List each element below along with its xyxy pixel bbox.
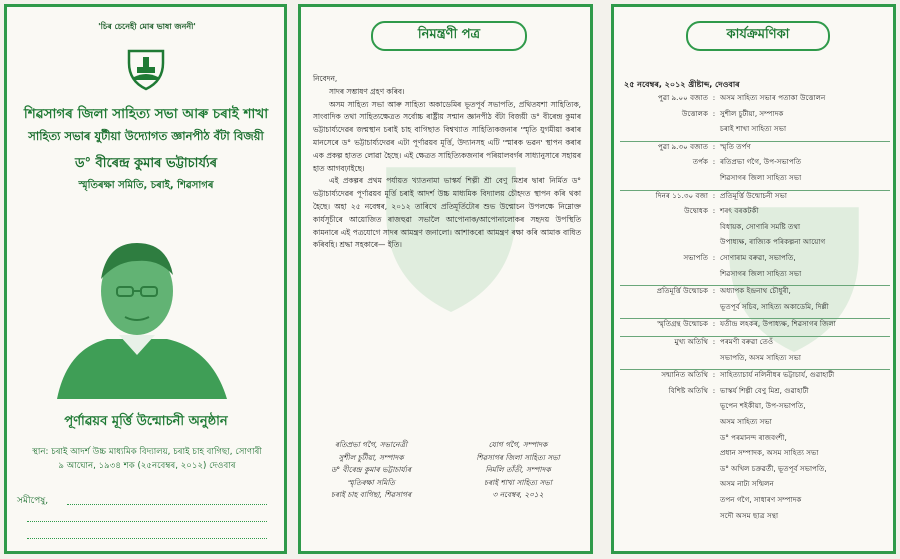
signatory-line: ৩ নবেম্বৰ, ২০১২ <box>492 490 544 499</box>
schedule-row <box>620 511 890 523</box>
programme-date: ২৫ নবেম্বৰ, ২০১২ খ্ৰীষ্টাব্দ, দেওবাৰ <box>624 80 740 89</box>
recipient-line <box>67 504 267 505</box>
signatory-line: ড° বীৰেন্দ্ৰ কুমাৰ ভট্টাচাৰ্য্যৰ <box>330 465 412 474</box>
schedule-value: ভূতপূৰ্ব সচিব, সাহিত্য অকাডেমি, দিল্লী <box>720 301 829 311</box>
date-line: ৯ আঘোন, ১৯৩৪ শক (২৫নবেম্বৰ, ২০১২) দেওবাৰ <box>58 461 236 471</box>
schedule-colon: : <box>712 141 716 151</box>
event-title: পূৰ্ণাৱয়ব মূৰ্ত্তি উন্মোচনী অনুষ্ঠান <box>64 414 228 429</box>
schedule-value: সাহিত্যাচাৰ্য নলিনীধৰ ভট্টাচাৰ্য, গুৱাহাটী <box>720 370 835 380</box>
schedule-value: অসম সাহিত্য সভা <box>720 417 772 426</box>
schedule-colon: : <box>712 385 716 395</box>
signatory-left <box>311 439 431 502</box>
schedule-value: ড° অখিল চক্ৰৱৰ্তী, ভূতপূৰ্ব সভাপতি, <box>720 463 827 473</box>
schedule-row <box>620 479 890 491</box>
schedule-value: উপাধ্যক্ষ, ৰাজ্যিক পৰিকল্পনা আয়োগ <box>720 237 826 247</box>
venue-line: স্থান: চৰাই আদৰ্শ উচ্চ মাধ্যমিক বিদ্যালয়, চৰাই চাহ বাগিছা, সোণাৰী <box>32 447 262 457</box>
recipient-line <box>27 521 267 522</box>
schedule-colon: : <box>712 370 716 380</box>
schedule-label: সভাপতি <box>683 253 708 262</box>
recipient-line <box>27 538 267 539</box>
schedule-row <box>620 93 890 105</box>
schedule-row <box>620 253 890 265</box>
honoree-name: ড° বীৰেন্দ্ৰ কুমাৰ ভট্টাচাৰ্য্যৰ <box>74 156 218 171</box>
schedule-row <box>620 206 890 218</box>
venue-info <box>15 445 279 473</box>
schedule-row <box>620 353 890 365</box>
schedule-value: শৰৎ বৰকটকী <box>720 206 759 216</box>
schedule-value: সদৌ অসম ছাত্ৰ সন্থা <box>720 510 779 520</box>
schedule-value: প্ৰধান সম্পাদক, অসম সাহিত্য সভা <box>720 448 819 458</box>
signatory-line: স্মৃতিৰক্ষা সমিতি <box>347 477 395 487</box>
schedule-value: অসম সাহিত্য সভাৰ পতাকা উত্তোলন <box>720 93 826 102</box>
schedule-colon: : <box>712 190 716 200</box>
schedule-label: উত্তোলক <box>681 108 708 118</box>
schedule-row <box>620 370 890 382</box>
schedule-value: শিৱসাগৰ জিলা সাহিত্য সভা <box>720 173 802 182</box>
schedule-row <box>620 269 890 281</box>
schedule-value: স্মৃতি তৰ্পণ <box>720 141 751 151</box>
schedule-colon: : <box>712 286 716 296</box>
programme-title: কাৰ্যক্ৰমণিকা <box>686 21 830 51</box>
schedule-row <box>620 109 890 121</box>
schedule-row <box>620 319 890 331</box>
salutation: নিবেদন, <box>313 74 338 83</box>
schedule-colon: : <box>712 157 716 167</box>
schedule-label: বিশিষ্ট অতিথি <box>668 385 708 395</box>
schedule-label: প্ৰতিমূৰ্ত্তি উন্মোচক <box>656 286 708 296</box>
schedule-row <box>620 386 890 398</box>
schedule-row <box>620 191 890 203</box>
schedule-value: বিধায়ক, সোণাৰি সমষ্টি তথা <box>720 221 801 231</box>
joint-initiative-heading: সাহিত্য সভাৰ যুটীয়া উদ্যোগত জ্ঞানপীঠ বঁটা বিজয়ী <box>28 129 264 143</box>
schedule-label: মুখ্য অতিথি <box>674 337 708 346</box>
signatory-line: শিৱসাগৰ জিলা সাহিত্য সভা <box>476 452 560 462</box>
schedule-label: দিনৰ ১১.৩০ বজা <box>655 190 708 200</box>
schedule-row <box>620 464 890 476</box>
schedule-colon: : <box>712 108 716 118</box>
organizer-heading: শিৱসাগৰ জিলা সাহিত্য সভা আৰু চৰাই শাখা <box>23 106 269 122</box>
programme-panel <box>611 4 896 554</box>
schedule-value: শিৱসাগৰ জিলা সাহিত্য সভা <box>720 268 802 278</box>
schedule-colon: : <box>712 206 716 216</box>
signatory-line: সুশীল চুটীয়া, সম্পাদক <box>338 452 404 462</box>
schedule-value: সুশীল চুটীয়া, সম্পাদক <box>720 108 784 118</box>
invitation-letter <box>313 73 581 252</box>
schedule-label: পুৱা ৯.৩০ বজাত <box>658 141 708 151</box>
schedule-value: ৰতিপ্ৰভা গগৈ, উপ-সভাপতি <box>720 157 802 167</box>
schedule-value: সভাপতি, অসম সাহিত্য সভা <box>720 352 801 362</box>
portrait-image <box>37 229 237 399</box>
schedule-label: সন্মানিত অতিথি <box>661 370 708 380</box>
schedule-row <box>620 142 890 154</box>
motto-text: 'চিৰ চেনেহী মোৰ ভাষা জননী' <box>98 22 196 31</box>
schedule-row <box>620 286 890 298</box>
schedule-value: তপন গগৈ, সাধাৰণ সম্পাদক <box>720 495 802 504</box>
sahitya-sabha-logo-icon <box>125 45 167 91</box>
signatory-right <box>453 439 583 502</box>
schedule-row <box>620 302 890 314</box>
schedule-row <box>620 495 890 507</box>
schedule-value: সোণাৰাম বৰুৱা, সভাপতি, <box>720 253 796 262</box>
schedule-label: পুৱা ৯.০০ বজাত <box>658 93 708 102</box>
schedule-row <box>620 222 890 234</box>
signatory-line: ৰতিপ্ৰভা গগৈ, সভানেত্ৰী <box>334 440 408 449</box>
schedule-value: চৰাই শাখা সাহিত্য সভা <box>720 124 787 134</box>
signatory-line: চৰাই চাহ বাগিছা, শিৱসাগৰ <box>330 490 412 499</box>
schedule-row <box>620 237 890 249</box>
schedule-row <box>620 448 890 460</box>
signatory-line: যোগ গগৈ, সম্পাদক <box>488 440 548 449</box>
schedule-label: উদ্বোধক <box>684 206 708 216</box>
schedule-row <box>620 433 890 445</box>
schedule-colon: : <box>712 253 716 262</box>
schedule-value: যতীন্দ্ৰ লহকৰ, উপাধ্যক্ষ, শিৱসাগৰ জিলা <box>720 319 836 329</box>
schedule-label: তৰ্পক <box>692 157 708 167</box>
schedule-value: ভাস্কৰ্য শিল্পী বেণু মিশ্ৰ, গুৱাহাটী <box>720 385 809 395</box>
schedule-colon: : <box>712 93 716 102</box>
schedule-row <box>620 124 890 136</box>
signatory-line: চৰাই শাখা সাহিত্য সভা <box>484 477 552 487</box>
invitation-title: নিমন্ত্ৰণী পত্ৰ <box>371 21 527 51</box>
recipient-label: সমীপেষু, <box>17 496 49 506</box>
greeting: সাদৰ সম্ভাষণ গ্ৰহণ কৰিব। <box>329 86 405 96</box>
schedule-value: অসম নাট্য সন্মিলন <box>720 479 774 489</box>
schedule-value: পৰমণী বৰুৱা তেওঁ <box>720 337 774 346</box>
schedule-row <box>620 337 890 349</box>
schedule-row <box>620 157 890 169</box>
schedule-row <box>620 417 890 429</box>
signatory-line: নিৰ্মলি তাঁতী, সম্পাদক <box>485 465 551 474</box>
cover-panel <box>4 4 287 554</box>
schedule-value: ড° পৰমানন্দ ৰাজবংশী, <box>720 432 787 442</box>
schedule-value: প্ৰতিমূৰ্ত্তি উন্মোচনী সভা <box>720 190 787 200</box>
schedule-colon: : <box>712 319 716 329</box>
invitation-panel <box>298 4 593 554</box>
schedule-value: ভূপেন শইকীয়া, উপ-সভাপতি, <box>720 401 806 411</box>
letter-paragraph: অসম সাহিত্য সভা আৰু সাহিত্য অকাডেমিৰ ভূতপূৰ্ব সভাপতি, প্ৰথিতযশা সাহিত্যিক, সাংবাদিক তথা সাহিত্যক্ষেত্ৰত সৰ্বোচ্চ ৰাষ্ট্ৰীয় সন্মান জ্ঞানপীঠ বঁটা বিজয়ী ড° বীৰেন্দ্ৰ কুমাৰ ভট্টাচাৰ্য্যদেৱৰ জন্মস্থান চৰাই চাহ বাগিছাত বিশ্বখ্যাত সাহিত্যিকজনাৰ 'স্মৃতি যুগমীয়া কৰাৰ মানসেৰে ড° ভট্টাচাৰ্য্যদেৱৰ এটা পূৰ্ণাৱয়ব মূৰ্ত্তি, উদ্যানসহ এটি 'স্মাৰক ভৱন' স্থাপন কৰাৰ এক প্ৰকল্প হাতত লোৱা হৈছে। এই ক্ষেত্ৰত সাহিত্যিকজনাৰ পৰিয়ালবৰ্গৰ সাধ্যানুসাৰে সহায়ৰ হাত আগবঢ়াইছে। <box>313 99 581 173</box>
schedule-value: অধ্যাপক ইন্দ্ৰনাথ চৌধুৰী, <box>720 286 791 296</box>
letter-paragraph: এই প্ৰকল্পৰ প্ৰথম পৰ্যায়ত খ্যাতনামা ভাস্কৰ্য শিল্পী শ্ৰী বেণু মিশ্ৰৰ দ্বাৰা নিৰ্মিত ড° ভট্টাচাৰ্য্যদেৱৰ পূৰ্ণাৱয়ব মূৰ্ত্তি চৰাই আদৰ্শ উচ্চ মাধ্যমিক বিদ্যালয় চৌহদত স্থাপন কৰি থকা হৈছে। অহা ২৫ নবেম্বৰ, ২০১২ তাৰিখে প্ৰতিমূৰ্তিটোৰ শুভ উন্মোচন উপলক্ষে নিম্নোক্ত কাৰ্যসূচীৰে আয়োজিত ৰাজহুৱা সভালৈ আপোনাক/আপোনালোকৰ সহৃদয় উপস্থিতি কামনাৰে এই পত্ৰযোগে সাদৰ আমন্ত্ৰণ জনালো। আশাকৰো আমন্ত্ৰণ ৰক্ষা কৰি আমাক বাধিত কৰিবহি। শ্ৰদ্ধা সহকাৰে— ইতি। <box>313 176 581 250</box>
schedule-colon: : <box>712 337 716 346</box>
schedule-row <box>620 173 890 185</box>
committee-name: স্মৃতিৰক্ষা সমিতি, চৰাই, শিৱসাগৰ <box>78 180 214 191</box>
schedule-label: স্মৃতিগ্ৰন্থ উন্মোচক <box>657 319 708 329</box>
schedule-row <box>620 401 890 413</box>
